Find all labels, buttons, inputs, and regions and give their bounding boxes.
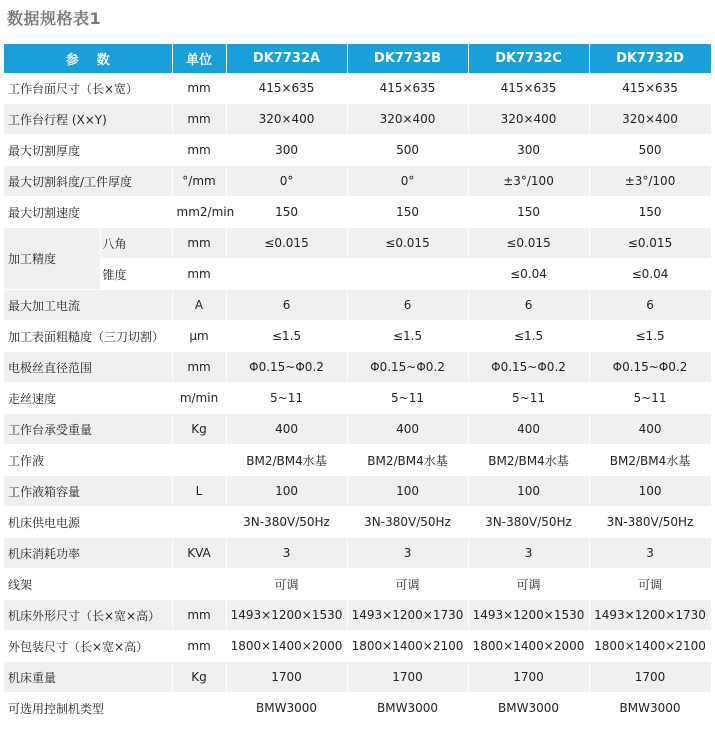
- param-name: 工作液: [4, 445, 172, 476]
- value-cell: 320×400: [589, 104, 711, 135]
- unit-cell: mm: [172, 228, 226, 259]
- value-cell: 3: [468, 538, 589, 569]
- unit-cell: Kg: [172, 662, 226, 693]
- unit-cell: μm: [172, 321, 226, 352]
- value-cell: 可调: [468, 569, 589, 600]
- value-cell: 1800×1400×2100: [589, 631, 711, 662]
- value-cell: 100: [589, 476, 711, 507]
- value-cell: ≤0.015: [347, 228, 468, 259]
- table-row: [4, 600, 711, 631]
- value-cell: ≤1.5: [468, 321, 589, 352]
- header-unit: 单位: [172, 44, 226, 73]
- value-cell: 500: [589, 135, 711, 166]
- value-cell: 5~11: [468, 383, 589, 414]
- param-name: 机床消耗功率: [4, 538, 172, 569]
- value-cell: 400: [347, 414, 468, 445]
- value-cell: BM2/BM4水基: [347, 445, 468, 476]
- param-name: 机床外形尺寸（长×宽×高）: [4, 600, 172, 631]
- value-cell: 6: [226, 290, 347, 321]
- table-row: [4, 352, 711, 383]
- value-cell: 3: [589, 538, 711, 569]
- value-cell: 415×635: [589, 73, 711, 104]
- value-cell: Φ0.15~Φ0.2: [226, 352, 347, 383]
- value-cell: 5~11: [226, 383, 347, 414]
- value-cell: 3N-380V/50Hz: [589, 507, 711, 538]
- value-cell: 415×635: [347, 73, 468, 104]
- value-cell: 150: [589, 197, 711, 228]
- value-cell: 320×400: [468, 104, 589, 135]
- value-cell: ±3°/100: [589, 166, 711, 197]
- value-cell: 300: [226, 135, 347, 166]
- value-cell: 320×400: [347, 104, 468, 135]
- unit-cell: A: [172, 290, 226, 321]
- table-row: [4, 104, 711, 135]
- value-cell: BMW3000: [347, 693, 468, 724]
- table-row: [4, 321, 711, 352]
- table-row: [4, 445, 711, 476]
- unit-cell: °/mm: [172, 166, 226, 197]
- value-cell: 1700: [468, 662, 589, 693]
- value-cell: 150: [347, 197, 468, 228]
- value-cell: 500: [347, 135, 468, 166]
- param-name: 外包装尺寸（长×宽×高）: [4, 631, 172, 662]
- param-name: 最大切割厚度: [4, 135, 172, 166]
- value-cell: 3N-380V/50Hz: [468, 507, 589, 538]
- header-row: [4, 44, 711, 73]
- unit-cell: mm: [172, 259, 226, 290]
- header-model-a: DK7732A: [226, 44, 347, 73]
- param-name: 电极丝直径范围: [4, 352, 172, 383]
- param-name: 可选用控制机类型: [4, 693, 172, 724]
- value-cell: ≤1.5: [226, 321, 347, 352]
- value-cell: 1493×1200×1530: [226, 600, 347, 631]
- value-cell: 可调: [226, 569, 347, 600]
- value-cell: [347, 259, 468, 290]
- unit-cell: [172, 569, 226, 600]
- value-cell: 3: [347, 538, 468, 569]
- value-cell: 1493×1200×1530: [468, 600, 589, 631]
- table-row: [4, 569, 711, 600]
- value-cell: ±3°/100: [468, 166, 589, 197]
- unit-cell: mm: [172, 73, 226, 104]
- header-param: 参数: [4, 44, 172, 73]
- value-cell: 可调: [589, 569, 711, 600]
- value-cell: BM2/BM4水基: [226, 445, 347, 476]
- value-cell: Φ0.15~Φ0.2: [589, 352, 711, 383]
- value-cell: ≤0.04: [589, 259, 711, 290]
- value-cell: [226, 259, 347, 290]
- value-cell: 400: [226, 414, 347, 445]
- value-cell: ≤0.015: [589, 228, 711, 259]
- table-row: [4, 135, 711, 166]
- value-cell: 320×400: [226, 104, 347, 135]
- value-cell: 415×635: [468, 73, 589, 104]
- table-row: [4, 197, 711, 228]
- param-name: 机床重量: [4, 662, 172, 693]
- value-cell: 100: [468, 476, 589, 507]
- header-model-c: DK7732C: [468, 44, 589, 73]
- value-cell: 3N-380V/50Hz: [226, 507, 347, 538]
- param-name: 工作台行程 (X×Y): [4, 104, 172, 135]
- value-cell: ≤1.5: [347, 321, 468, 352]
- value-cell: BMW3000: [468, 693, 589, 724]
- param-sub-name: 锥度: [100, 259, 172, 290]
- unit-cell: KVA: [172, 538, 226, 569]
- value-cell: 3: [226, 538, 347, 569]
- value-cell: 400: [468, 414, 589, 445]
- value-cell: 1700: [226, 662, 347, 693]
- unit-cell: mm: [172, 104, 226, 135]
- value-cell: ≤0.015: [468, 228, 589, 259]
- unit-cell: [172, 445, 226, 476]
- table-row: [4, 73, 711, 104]
- value-cell: ≤0.04: [468, 259, 589, 290]
- table-row: [4, 290, 711, 321]
- param-name: 工作台承受重量: [4, 414, 172, 445]
- param-name: 机床供电电源: [4, 507, 172, 538]
- value-cell: 5~11: [589, 383, 711, 414]
- value-cell: 1493×1200×1730: [589, 600, 711, 631]
- value-cell: ≤1.5: [589, 321, 711, 352]
- table-row: [4, 476, 711, 507]
- value-cell: 1800×1400×2000: [226, 631, 347, 662]
- unit-cell: Kg: [172, 414, 226, 445]
- value-cell: BM2/BM4水基: [468, 445, 589, 476]
- param-sub-name: 八角: [100, 228, 172, 259]
- value-cell: 150: [468, 197, 589, 228]
- value-cell: 1800×1400×2100: [347, 631, 468, 662]
- unit-cell: mm: [172, 135, 226, 166]
- table-row: [4, 538, 711, 569]
- table-row: [4, 507, 711, 538]
- value-cell: 1700: [347, 662, 468, 693]
- value-cell: 6: [468, 290, 589, 321]
- table-row: [4, 662, 711, 693]
- value-cell: 415×635: [226, 73, 347, 104]
- value-cell: 5~11: [347, 383, 468, 414]
- value-cell: 6: [347, 290, 468, 321]
- table-row: [4, 693, 711, 724]
- spec-table: [4, 44, 712, 724]
- param-name: 加工表面粗糙度（三刀切割）: [4, 321, 172, 352]
- page-title: 数据规格表1: [7, 9, 102, 28]
- value-cell: 1493×1200×1730: [347, 600, 468, 631]
- param-name: 工作液箱容量: [4, 476, 172, 507]
- unit-cell: [172, 507, 226, 538]
- table-row: [4, 259, 711, 290]
- value-cell: 可调: [347, 569, 468, 600]
- value-cell: BMW3000: [226, 693, 347, 724]
- value-cell: ≤0.015: [226, 228, 347, 259]
- value-cell: 0°: [347, 166, 468, 197]
- header-model-b: DK7732B: [347, 44, 468, 73]
- table-row: [4, 166, 711, 197]
- value-cell: 100: [347, 476, 468, 507]
- unit-cell: mm: [172, 631, 226, 662]
- value-cell: 1700: [589, 662, 711, 693]
- param-name: 加工精度: [4, 228, 100, 290]
- table-row: [4, 414, 711, 445]
- unit-cell: mm: [172, 600, 226, 631]
- unit-cell: mm: [172, 352, 226, 383]
- param-name: 工作台面尺寸（长×宽）: [4, 73, 172, 104]
- unit-cell: mm2/min: [172, 197, 226, 228]
- unit-cell: [172, 693, 226, 724]
- value-cell: BM2/BM4水基: [589, 445, 711, 476]
- param-name: 走丝速度: [4, 383, 172, 414]
- param-name: 最大切割速度: [4, 197, 172, 228]
- value-cell: 400: [589, 414, 711, 445]
- value-cell: 100: [226, 476, 347, 507]
- unit-cell: L: [172, 476, 226, 507]
- value-cell: BMW3000: [589, 693, 711, 724]
- table-row: [4, 631, 711, 662]
- value-cell: Φ0.15~Φ0.2: [468, 352, 589, 383]
- value-cell: 1800×1400×2000: [468, 631, 589, 662]
- value-cell: 6: [589, 290, 711, 321]
- param-name: 线架: [4, 569, 172, 600]
- param-name: 最大切割斜度/工件厚度: [4, 166, 172, 197]
- value-cell: 150: [226, 197, 347, 228]
- header-model-d: DK7732D: [589, 44, 711, 73]
- value-cell: Φ0.15~Φ0.2: [347, 352, 468, 383]
- value-cell: 300: [468, 135, 589, 166]
- value-cell: 3N-380V/50Hz: [347, 507, 468, 538]
- table-row: [4, 228, 711, 259]
- table-row: [4, 383, 711, 414]
- unit-cell: m/min: [172, 383, 226, 414]
- value-cell: 0°: [226, 166, 347, 197]
- param-name: 最大加工电流: [4, 290, 172, 321]
